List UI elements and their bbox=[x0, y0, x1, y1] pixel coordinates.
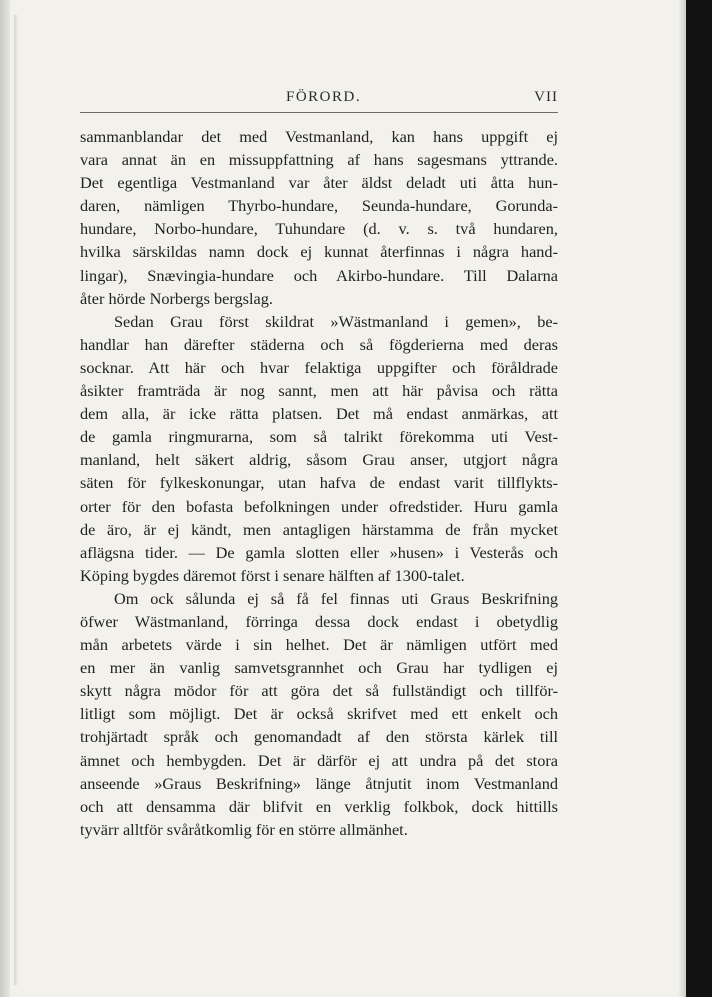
text-line: lingar), Snævingia-hundare och Akirbo-hundare. Till Dalarna bbox=[80, 265, 558, 285]
page-fore-edge-shadow bbox=[678, 0, 686, 997]
text-line: sammanblandar det med Vestmanland, kan hans uppgift ej bbox=[80, 127, 558, 146]
header-rule bbox=[80, 112, 558, 113]
text-line: anseende »Graus Beskrifning» länge åtnjutit inom Vestmanland bbox=[80, 773, 558, 793]
text-line: öfwer Wästmanland, förringa dessa dock endast i obetydlig bbox=[80, 611, 558, 631]
text-line: trohjärtadt språk och genomandadt af den största kärlek till bbox=[80, 727, 558, 747]
text-line: ämnet och hembygden. Det är därför ej att undra på det stora bbox=[80, 750, 558, 770]
text-line: manland, helt säkert aldrig, såsom Grau anser, utgjort några bbox=[80, 450, 558, 470]
text-line: hundare, Norbo-hundare, Tuhundare (d. v. s. två hundaren, bbox=[80, 219, 558, 239]
text-line: de äro, är ej kändt, men antagligen härstamma de från mycket bbox=[80, 519, 558, 539]
scan-border bbox=[686, 0, 712, 997]
text-line: Köping bygdes däremot först i senare hälften af 1300-talet. bbox=[80, 565, 465, 585]
text-line: dem alla, är icke rätta platsen. Det må endast anmärkas, att bbox=[80, 404, 558, 424]
text-line: åter hörde Norbergs bergslag. bbox=[80, 288, 273, 308]
text-line: åsikter framträda är nog sannt, men att här påvisa och rätta bbox=[80, 381, 558, 401]
page-gutter-shadow bbox=[14, 15, 19, 985]
text-line: socknar. Att här och hvar felaktiga uppgifter och föråldrade bbox=[80, 357, 558, 377]
paragraph-start-line: Sedan Grau först skildrat »Wästmanland i gemen», be- bbox=[114, 311, 558, 331]
text-line: vara annat än en missuppfattning af hans sagesmans yttrande. bbox=[80, 150, 558, 170]
body-text bbox=[80, 125, 558, 841]
text-line: orter för den bofasta befolkningen under ofredstider. Huru gamla bbox=[80, 496, 558, 516]
text-line: säten för fylkeskonungar, utan hafva de endast varit tillflykts- bbox=[80, 473, 558, 493]
text-line: tyvärr alltför svåråtkomlig för en större allmänhet. bbox=[80, 819, 408, 839]
page-binding-edge bbox=[0, 0, 10, 997]
text-line: daren, nämligen Thyrbo-hundare, Seunda-hundare, Gorunda- bbox=[80, 196, 558, 216]
text-line: skytt några mödor för att göra det så fullständigt och tillför- bbox=[80, 681, 558, 701]
paragraph-start-line: Om ock sålunda ej så få fel finnas uti Graus Beskrifning bbox=[114, 588, 558, 608]
text-line: litligt som möjligt. Det är också skrifvet med ett enkelt och bbox=[80, 704, 558, 724]
text-line: och att densamma där blifvit en verklig folkbok, dock hittills bbox=[80, 796, 558, 816]
text-line: aflägsna tider. — De gamla slotten eller »husen» i Vesterås och bbox=[80, 542, 558, 562]
text-line: hvilka särskildas namn dock ej kunnat återfinnas i några hand- bbox=[80, 242, 558, 262]
text-line: handlar han därefter städerna och så fögderierna med deras bbox=[80, 334, 558, 354]
text-line: en mer än vanlig samvetsgrannhet och Grau har tydligen ej bbox=[80, 658, 558, 678]
running-head: FÖRORD. bbox=[286, 89, 362, 105]
text-line: Det egentliga Vestmanland var åter äldst deladt uti åtta hun- bbox=[80, 173, 558, 193]
text-line: mån arbetets värde i sin helhet. Det är nämligen utfört med bbox=[80, 635, 558, 655]
text-line: de gamla ringmurarna, som så talrikt förekomma uti Vest- bbox=[80, 427, 558, 447]
page-number: VII bbox=[534, 89, 558, 105]
page-header bbox=[80, 88, 558, 112]
